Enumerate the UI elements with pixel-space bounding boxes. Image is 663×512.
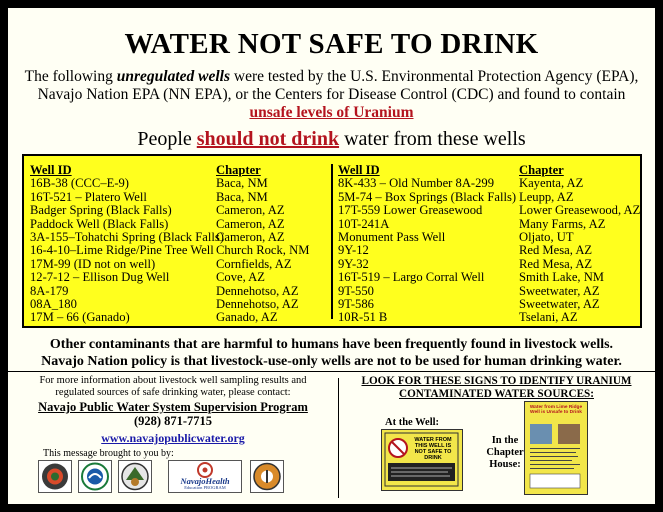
right-chapter-column [519, 164, 640, 325]
well-id-cell: 3A-155–Tohatchi Spring (Black Falls) [30, 230, 224, 245]
warning-pre: People [137, 128, 197, 150]
chapter-cell: Cove, AZ [216, 270, 265, 285]
well-id-header: Well ID [30, 163, 72, 177]
chapter-cell: Dennehotso, AZ [216, 283, 299, 298]
well-sign-text: WATER FROM THIS WELL IS NOT SAFE TO DRINK [414, 437, 452, 461]
at-well-label: At the Well: [385, 417, 440, 428]
brought-by-label: This message brought to you by: [43, 448, 174, 459]
chapter-cell: Ganado, AZ [216, 310, 278, 325]
intro-emphasis: unregulated wells [116, 68, 230, 85]
well-id-cell: 10T-241A [338, 216, 390, 231]
table-divider [331, 164, 333, 319]
well-id-cell: 16T-521 – Platero Well [30, 189, 147, 204]
program-contact [18, 400, 328, 428]
drink-warning [8, 128, 655, 151]
well-id-cell: Badger Spring (Black Falls) [30, 203, 172, 218]
well-id-cell: 16B-38 (CCC–E-9) [30, 176, 129, 191]
intro-text [22, 68, 641, 122]
uranium-warning: unsafe levels of Uranium [249, 104, 414, 121]
health-logo-subtext: Education PROGRAM [184, 485, 226, 490]
website-link[interactable]: www.navajopublicwater.org [101, 431, 245, 445]
program-name: Navajo Public Water System Supervision Program [38, 400, 308, 414]
well-id-cell: Monument Pass Well [338, 230, 446, 245]
well-sign-image [381, 429, 463, 491]
well-id-cell: 17T-559 Lower Greasewood [338, 203, 483, 218]
sponsor-logos [38, 460, 328, 494]
chapter-cell: Red Mesa, AZ [519, 243, 593, 258]
chapter-cell: Red Mesa, AZ [519, 256, 593, 271]
chapter-header: Chapter [216, 163, 261, 177]
warning-post: water from these wells [339, 128, 526, 150]
chapter-cell: Lower Greasewood, AZ [519, 203, 641, 218]
chapter-cell: Leupp, AZ [519, 189, 574, 204]
column-divider [338, 378, 339, 498]
chapter-cell: Oljato, UT [519, 230, 574, 245]
chapter-sign-image [524, 401, 588, 495]
well-id-cell: 16T-519 – Largo Corral Well [338, 270, 485, 285]
nnepa-logo-icon [118, 460, 152, 493]
well-id-cell: 8K-433 – Old Number 8A-299 [338, 176, 495, 191]
chapter-cell: Smith Lake, NM [519, 270, 605, 285]
well-id-cell: 9Y-32 [338, 256, 369, 271]
poster-body [8, 8, 655, 504]
warning-emphasis: should not drink [196, 128, 340, 150]
well-id-header: Well ID [338, 163, 380, 177]
chapter-cell: Sweetwater, AZ [519, 283, 600, 298]
section-divider [8, 371, 655, 372]
chapter-cell: Baca, NM [216, 176, 268, 191]
well-id-cell: 10R-51 B [338, 310, 388, 325]
wells-table [22, 154, 642, 328]
chapter-sign-heading: Water from Lime Ridge Well is Unsafe to Drink [529, 405, 583, 416]
health-logo-text: NavajoHealth [180, 476, 230, 486]
program-phone: (928) 871-7715 [133, 414, 213, 428]
contact-info: For more information about livestock well sampling results and regulated sources of safe drinking water, please contact: [39, 375, 307, 398]
well-id-cell: 9T-586 [338, 297, 374, 312]
navajo-health-education-logo [168, 460, 242, 493]
left-chapter-column [216, 164, 309, 325]
well-id-cell: 12-7-12 – Ellison Dug Well [30, 270, 170, 285]
navajo-nation-seal-icon [38, 460, 72, 493]
chapter-cell: Baca, NM [216, 189, 268, 204]
chapter-cell: Dennehotso, AZ [216, 297, 299, 312]
signs-heading: LOOK FOR THESE SIGNS TO IDENTIFY URANIUM CONTAMINATED WATER SOURCES: [361, 375, 632, 400]
left-well-column [30, 164, 224, 325]
intro-line1-post: were tested by the U.S. Environmental Protection Agency (EPA), [230, 68, 639, 85]
chapter-cell: Kayenta, AZ [519, 176, 584, 191]
chapter-cell: Sweetwater, AZ [519, 297, 600, 312]
chapter-cell: Tselani, AZ [519, 310, 578, 325]
well-id-cell: 8A-179 [30, 283, 69, 298]
well-id-cell: 17M-99 (ID not on well) [30, 256, 156, 271]
right-well-column [338, 164, 516, 325]
chapter-header: Chapter [519, 163, 564, 177]
intro-line2: Navajo Nation EPA (NN EPA), or the Centers for Disease Control (CDC) and found to contain [37, 86, 626, 103]
well-id-cell: 5M-74 – Box Springs (Black Falls) [338, 189, 517, 204]
chapter-cell: Church Rock, NM [216, 243, 310, 258]
contaminants-line2: Navajo Nation policy is that livestock-use-only wells are not to be used for human drinking water. [41, 354, 622, 369]
well-id-cell: 16-4-10–Lime Ridge/Pine Tree Well [30, 243, 214, 258]
well-id-cell: 9T-550 [338, 283, 374, 298]
intro-line1-pre: The following [24, 68, 117, 85]
well-id-cell: 08A_180 [30, 297, 77, 312]
well-id-cell: Paddock Well (Black Falls) [30, 216, 169, 231]
chapter-cell: Cornfields, AZ [216, 256, 292, 271]
cdc-logo-icon [250, 460, 284, 493]
chapter-cell: Cameron, AZ [216, 203, 285, 218]
chapter-cell: Cameron, AZ [216, 216, 285, 231]
well-id-cell: 17M – 66 (Ganado) [30, 310, 130, 325]
contaminants-line1: Other contaminants that are harmful to humans have been frequently found in livestock wells. [49, 337, 614, 352]
chapter-cell: Many Farms, AZ [519, 216, 606, 231]
contaminants-notice [8, 336, 655, 370]
epa-logo-icon [78, 460, 112, 493]
chapter-cell: Cameron, AZ [216, 230, 285, 245]
page-title: WATER NOT SAFE TO DRINK [124, 28, 539, 60]
chapter-house-label: In the Chapter House: [486, 435, 524, 470]
well-id-cell: 9Y-12 [338, 243, 369, 258]
